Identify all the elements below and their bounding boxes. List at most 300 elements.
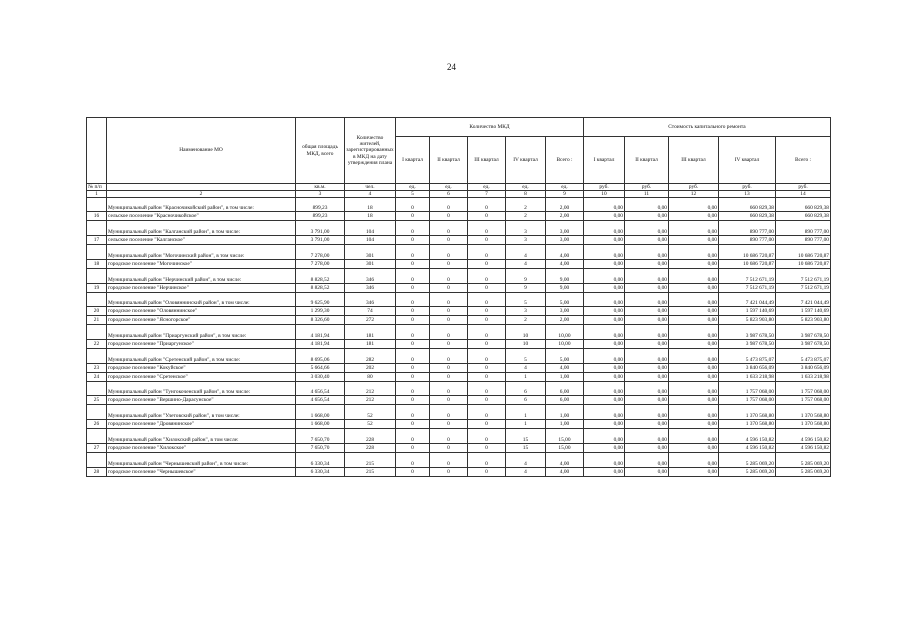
mkd-q3: 0: [468, 382, 506, 396]
row-number: 21: [87, 316, 107, 325]
cost-q4: 660 829,38: [719, 198, 776, 212]
mkd-total: 15,00: [546, 444, 584, 453]
mkd-q4: 4: [506, 453, 546, 468]
district-row: [87, 429, 831, 444]
unit-cell: ед.: [468, 184, 506, 191]
residents-value: 301: [345, 260, 396, 269]
area-value: 7 650,70: [296, 444, 345, 453]
mkd-q1: 0: [396, 269, 430, 284]
cost-q2: 0,00: [625, 221, 669, 236]
district-row: [87, 293, 831, 307]
cost-q4: 660 829,38: [719, 212, 776, 221]
mkd-q2: 0: [430, 396, 468, 405]
residents-value: 215: [345, 453, 396, 468]
mkd-total: 1,00: [546, 373, 584, 382]
row-number: 19: [87, 284, 107, 293]
mkd-q1: 0: [396, 245, 430, 260]
cost-q4: 5 473 875,07: [719, 349, 776, 364]
row-number: [87, 325, 107, 340]
cost-q2: 0,00: [625, 316, 669, 325]
mkd-q4: 4: [506, 245, 546, 260]
mkd-total: 9,00: [546, 269, 584, 284]
cost-header: Стоимость капитального ремонта: [584, 118, 831, 137]
settlement-row: [87, 364, 831, 373]
mkd-q1: 0: [396, 396, 430, 405]
area-value: 4 656,54: [296, 382, 345, 396]
col-number: 10: [584, 191, 625, 198]
mkd-total: 3,00: [546, 307, 584, 316]
unit-cell: руб.: [669, 184, 719, 191]
mkd-q4: 3: [506, 221, 546, 236]
col-number: 1: [87, 191, 107, 198]
settlement-row: [87, 284, 831, 293]
residents-value: 272: [345, 316, 396, 325]
mkd-q4: 4: [506, 260, 546, 269]
cost-q2: 0,00: [625, 468, 669, 477]
residents-value: 301: [345, 245, 396, 260]
cost-q4: 5 285 069,20: [719, 468, 776, 477]
mkd-total: 10,00: [546, 325, 584, 340]
cost-q2: 0,00: [625, 260, 669, 269]
residents-value: 104: [345, 221, 396, 236]
mkd-q4: 10: [506, 340, 546, 349]
cost-total: 5 285 069,20: [776, 468, 831, 477]
cost-q3: 0,00: [669, 349, 719, 364]
cost-q4: 890 777,00: [719, 221, 776, 236]
mo-name: Муниципальный район "Красночикойский район", в том числе:: [107, 198, 296, 212]
cost-q2: 0,00: [625, 236, 669, 245]
mkd-q4: 2: [506, 212, 546, 221]
mkd-q3: 0: [468, 364, 506, 373]
mkd-q1: 0: [396, 284, 430, 293]
cost-total: 5 823 903,80: [776, 316, 831, 325]
cost-q1: 0,00: [584, 444, 625, 453]
mkd-q4: 1: [506, 420, 546, 429]
col-number: 3: [296, 191, 345, 198]
residents-value: 202: [345, 364, 396, 373]
mkd-q4: 15: [506, 444, 546, 453]
cost-q3: 0,00: [669, 429, 719, 444]
mkd-total: 2,00: [546, 316, 584, 325]
area-value: 3 791,00: [296, 236, 345, 245]
cost-q2: 0,00: [625, 373, 669, 382]
district-row: [87, 349, 831, 364]
cost-q2-header: II квартал: [625, 137, 669, 184]
cost-q1: 0,00: [584, 420, 625, 429]
mkd-q3: 0: [468, 307, 506, 316]
col-number: 12: [669, 191, 719, 198]
cost-total: 7 512 671,19: [776, 269, 831, 284]
cost-total: 7 512 671,19: [776, 284, 831, 293]
mkd-q2: 0: [430, 382, 468, 396]
mkd-total: 4,00: [546, 453, 584, 468]
mkd-q4: 2: [506, 316, 546, 325]
mkd-q2: 0: [430, 260, 468, 269]
cost-q2: 0,00: [625, 405, 669, 420]
mkd-q3: 0: [468, 293, 506, 307]
mkd-q2: 0: [430, 349, 468, 364]
mkd-q4: 5: [506, 349, 546, 364]
mkd-q4: 9: [506, 269, 546, 284]
cost-q1: 0,00: [584, 260, 625, 269]
mkd-q4: 1: [506, 405, 546, 420]
cost-total: 890 777,00: [776, 236, 831, 245]
col-number: 8: [506, 191, 546, 198]
cost-q4: 3 987 678,50: [719, 325, 776, 340]
cost-q4: 10 686 720,87: [719, 245, 776, 260]
district-row: [87, 245, 831, 260]
mkd-q4: 2: [506, 198, 546, 212]
row-number: [87, 198, 107, 212]
cost-q1: 0,00: [584, 307, 625, 316]
mkd-q4: 4: [506, 468, 546, 477]
residents-value: 80: [345, 373, 396, 382]
mkd-q3: 0: [468, 373, 506, 382]
cost-q3: 0,00: [669, 420, 719, 429]
cost-q3: 0,00: [669, 260, 719, 269]
cost-q4: 1 597 140,69: [719, 307, 776, 316]
row-number: [87, 429, 107, 444]
mkd-q1: 0: [396, 236, 430, 245]
mkd-q3: 0: [468, 429, 506, 444]
cost-q1: 0,00: [584, 236, 625, 245]
row-number: 20: [87, 307, 107, 316]
cost-total: 5 285 069,20: [776, 453, 831, 468]
mkd-q3: 0: [468, 316, 506, 325]
cost-q1: 0,00: [584, 453, 625, 468]
mkd-q2: 0: [430, 316, 468, 325]
cost-q2: 0,00: [625, 245, 669, 260]
mkd-q2: 0: [430, 373, 468, 382]
residents-value: 228: [345, 429, 396, 444]
mo-name: Муниципальный район "Тунгокоченский район", в том числе:: [107, 382, 296, 396]
mkd-q2-header: II квартал: [430, 137, 468, 184]
unit-cell: кв.м.: [296, 184, 345, 191]
row-number: 17: [87, 236, 107, 245]
mkd-q2: 0: [430, 293, 468, 307]
cost-q1: 0,00: [584, 364, 625, 373]
cost-q3: 0,00: [669, 236, 719, 245]
mo-name: городское поселение "Могочинское": [107, 260, 296, 269]
residents-value: 52: [345, 420, 396, 429]
area-value: 8 326,60: [296, 316, 345, 325]
mkd-q2: 0: [430, 429, 468, 444]
unit-cell: ед.: [396, 184, 430, 191]
mkd-q1: 0: [396, 307, 430, 316]
cost-q1-header: I квартал: [584, 137, 625, 184]
mkd-q1: 0: [396, 453, 430, 468]
cost-total: 4 596 150,82: [776, 429, 831, 444]
district-row: [87, 198, 831, 212]
settlement-row: [87, 307, 831, 316]
cost-q4-header: IV квартал: [719, 137, 776, 184]
cost-total: 1 757 068,00: [776, 382, 831, 396]
row-number: 24: [87, 373, 107, 382]
mkd-q1: 0: [396, 364, 430, 373]
cost-q3-header: III квартал: [669, 137, 719, 184]
row-number: [87, 221, 107, 236]
mkd-total: 4,00: [546, 245, 584, 260]
residents-value: 215: [345, 468, 396, 477]
row-number: 22: [87, 340, 107, 349]
mkd-q3: 0: [468, 405, 506, 420]
settlement-row: [87, 373, 831, 382]
cost-q4: 3 987 678,50: [719, 340, 776, 349]
col-number: 11: [625, 191, 669, 198]
cost-q1: 0,00: [584, 316, 625, 325]
mkd-q4: 3: [506, 307, 546, 316]
mkd-q1: 0: [396, 373, 430, 382]
cost-total: 4 596 150,82: [776, 444, 831, 453]
col-number: 9: [546, 191, 584, 198]
residents-value: 212: [345, 382, 396, 396]
mkd-q3: 0: [468, 340, 506, 349]
mo-name: Муниципальный район "Оловяннинский район", в том числе:: [107, 293, 296, 307]
area-value: 5 664,66: [296, 364, 345, 373]
area-value: 7 278,00: [296, 245, 345, 260]
mo-name: Муниципальный район "Приаргунский район", в том числе:: [107, 325, 296, 340]
row-number: [87, 293, 107, 307]
cost-q3: 0,00: [669, 307, 719, 316]
units-row: [87, 184, 831, 191]
cost-q1: 0,00: [584, 340, 625, 349]
cost-q3: 0,00: [669, 316, 719, 325]
mkd-q1: 0: [396, 293, 430, 307]
mkd-q4: 1: [506, 373, 546, 382]
mkd-q1: 0: [396, 429, 430, 444]
mkd-q3: 0: [468, 198, 506, 212]
residents-value: 104: [345, 236, 396, 245]
residents-value: 282: [345, 349, 396, 364]
cost-q2: 0,00: [625, 340, 669, 349]
residents-value: 346: [345, 293, 396, 307]
cost-q1: 0,00: [584, 198, 625, 212]
mo-name: городское поселение "Нерчинское": [107, 284, 296, 293]
mo-name: городское поселение "Ясногорское": [107, 316, 296, 325]
mkd-q3: 0: [468, 212, 506, 221]
mo-name: городское поселение "Приаргунское": [107, 340, 296, 349]
residents-value: 18: [345, 212, 396, 221]
area-value: 8 828,52: [296, 284, 345, 293]
mkd-q2: 0: [430, 212, 468, 221]
mkd-q2: 0: [430, 284, 468, 293]
mkd-count-header: Количество МКД: [396, 118, 584, 137]
mkd-q2: 0: [430, 325, 468, 340]
cost-q2: 0,00: [625, 293, 669, 307]
cost-total: 3 987 678,50: [776, 325, 831, 340]
mkd-q1: 0: [396, 316, 430, 325]
cost-q4: 4 596 150,82: [719, 444, 776, 453]
unit-cell: руб.: [625, 184, 669, 191]
cost-q4: 1 633 218,98: [719, 373, 776, 382]
mkd-q2: 0: [430, 307, 468, 316]
cost-q4: 1 757 068,00: [719, 396, 776, 405]
rownum-header-cell: [87, 118, 107, 184]
cost-q4: 1 757 068,00: [719, 382, 776, 396]
area-value: 6 330,34: [296, 453, 345, 468]
cost-total: 660 829,38: [776, 212, 831, 221]
unit-cell: руб.: [719, 184, 776, 191]
cost-q1: 0,00: [584, 293, 625, 307]
cost-q4: 5 285 069,20: [719, 453, 776, 468]
cost-q2: 0,00: [625, 444, 669, 453]
mkd-q2: 0: [430, 420, 468, 429]
area-value: 6 330,34: [296, 468, 345, 477]
mkd-q3: 0: [468, 260, 506, 269]
col-number: 13: [719, 191, 776, 198]
mkd-q2: 0: [430, 405, 468, 420]
mkd-q1: 0: [396, 349, 430, 364]
cost-q3: 0,00: [669, 468, 719, 477]
settlement-row: [87, 420, 831, 429]
mkd-q1: 0: [396, 260, 430, 269]
unit-cell: [107, 184, 296, 191]
cost-q1: 0,00: [584, 373, 625, 382]
cost-q2: 0,00: [625, 198, 669, 212]
mkd-q3: 0: [468, 349, 506, 364]
mkd-q4: 6: [506, 396, 546, 405]
cost-q3: 0,00: [669, 373, 719, 382]
cost-total: 10 686 720,87: [776, 245, 831, 260]
cost-q2: 0,00: [625, 382, 669, 396]
mkd-q2: 0: [430, 245, 468, 260]
mkd-q2: 0: [430, 364, 468, 373]
area-value: 4 181,94: [296, 325, 345, 340]
cost-total: 1 633 218,98: [776, 373, 831, 382]
col-number: 6: [430, 191, 468, 198]
mkd-q1: 0: [396, 468, 430, 477]
mkd-total-header: Всего :: [546, 137, 584, 184]
settlement-row: [87, 468, 831, 477]
cost-q3: 0,00: [669, 325, 719, 340]
mkd-total: 4,00: [546, 364, 584, 373]
cost-total-header: Всего :: [776, 137, 831, 184]
cost-q2: 0,00: [625, 284, 669, 293]
mkd-q4-header: IV квартал: [506, 137, 546, 184]
mkd-q1: 0: [396, 340, 430, 349]
area-value: 899,23: [296, 198, 345, 212]
mkd-total: 4,00: [546, 260, 584, 269]
cost-q3: 0,00: [669, 405, 719, 420]
area-value: 7 650,70: [296, 429, 345, 444]
residents-header: Количество жителей, зарегистрированных в МКД на дату утверждения плана: [345, 118, 396, 184]
cost-q3: 0,00: [669, 269, 719, 284]
repair-plan-table: [86, 117, 831, 477]
area-value: 7 278,00: [296, 260, 345, 269]
settlement-row: [87, 340, 831, 349]
row-number: [87, 245, 107, 260]
cost-total: 1 370 568,80: [776, 420, 831, 429]
cost-q2: 0,00: [625, 396, 669, 405]
mkd-q3: 0: [468, 325, 506, 340]
cost-q4: 10 686 720,87: [719, 260, 776, 269]
mkd-q4: 6: [506, 382, 546, 396]
cost-q4: 1 370 568,80: [719, 405, 776, 420]
residents-value: 212: [345, 396, 396, 405]
district-row: [87, 382, 831, 396]
mkd-q2: 0: [430, 269, 468, 284]
cost-q2: 0,00: [625, 269, 669, 284]
settlement-row: [87, 212, 831, 221]
mkd-q3: 0: [468, 420, 506, 429]
row-number: 18: [87, 260, 107, 269]
cost-q1: 0,00: [584, 245, 625, 260]
cost-q4: 1 370 568,80: [719, 420, 776, 429]
mkd-q1: 0: [396, 221, 430, 236]
settlement-row: [87, 316, 831, 325]
cost-total: 1 370 568,80: [776, 405, 831, 420]
residents-value: 18: [345, 198, 396, 212]
rownum-header: № п/п: [87, 184, 107, 191]
cost-total: 1 757 068,00: [776, 396, 831, 405]
residents-value: 52: [345, 405, 396, 420]
mkd-total: 5,00: [546, 349, 584, 364]
mo-name: Муниципальный район "Нерчинский район", в том числе:: [107, 269, 296, 284]
cost-total: 3 987 678,50: [776, 340, 831, 349]
mo-name: сельское поселение "Красночикойское": [107, 212, 296, 221]
mo-name: Муниципальный район "Сретенский район", в том числе:: [107, 349, 296, 364]
cost-total: 660 829,38: [776, 198, 831, 212]
area-value: 3 030,40: [296, 373, 345, 382]
mo-name: Муниципальный район "Могочинский район", в том числе:: [107, 245, 296, 260]
cost-q3: 0,00: [669, 340, 719, 349]
cost-total: 890 777,00: [776, 221, 831, 236]
cost-q1: 0,00: [584, 429, 625, 444]
unit-cell: ед.: [506, 184, 546, 191]
cost-q3: 0,00: [669, 396, 719, 405]
mkd-q3: 0: [468, 284, 506, 293]
area-value: 1 299,30: [296, 307, 345, 316]
row-number: [87, 453, 107, 468]
area-value: 1 668,00: [296, 405, 345, 420]
mkd-q4: 3: [506, 236, 546, 245]
page-number: 24: [447, 62, 456, 72]
area-value: 8 828,52: [296, 269, 345, 284]
residents-value: 228: [345, 444, 396, 453]
cost-total: 10 686 720,87: [776, 260, 831, 269]
row-number: [87, 349, 107, 364]
unit-cell: ед.: [430, 184, 468, 191]
cost-q3: 0,00: [669, 221, 719, 236]
mkd-q4: 10: [506, 325, 546, 340]
cost-q2: 0,00: [625, 349, 669, 364]
mkd-q2: 0: [430, 340, 468, 349]
mkd-q3: 0: [468, 468, 506, 477]
mkd-q3: 0: [468, 269, 506, 284]
area-value: 899,23: [296, 212, 345, 221]
settlement-row: [87, 444, 831, 453]
mkd-q1: 0: [396, 198, 430, 212]
area-header: общая площадь МКД, всего: [296, 118, 345, 184]
settlement-row: [87, 396, 831, 405]
row-number: 23: [87, 364, 107, 373]
district-row: [87, 269, 831, 284]
mkd-q1: 0: [396, 420, 430, 429]
mkd-q1: 0: [396, 325, 430, 340]
area-value: 9 625,90: [296, 293, 345, 307]
column-numbers-row: [87, 191, 831, 198]
mkd-q2: 0: [430, 236, 468, 245]
mkd-total: 10,00: [546, 340, 584, 349]
col-number: 2: [107, 191, 296, 198]
mkd-q1: 0: [396, 405, 430, 420]
mo-name: сельское поселение "Калганское": [107, 236, 296, 245]
mkd-q3: 0: [468, 453, 506, 468]
row-number: 26: [87, 420, 107, 429]
residents-value: 181: [345, 325, 396, 340]
cost-q4: 3 840 656,09: [719, 364, 776, 373]
cost-q3: 0,00: [669, 284, 719, 293]
